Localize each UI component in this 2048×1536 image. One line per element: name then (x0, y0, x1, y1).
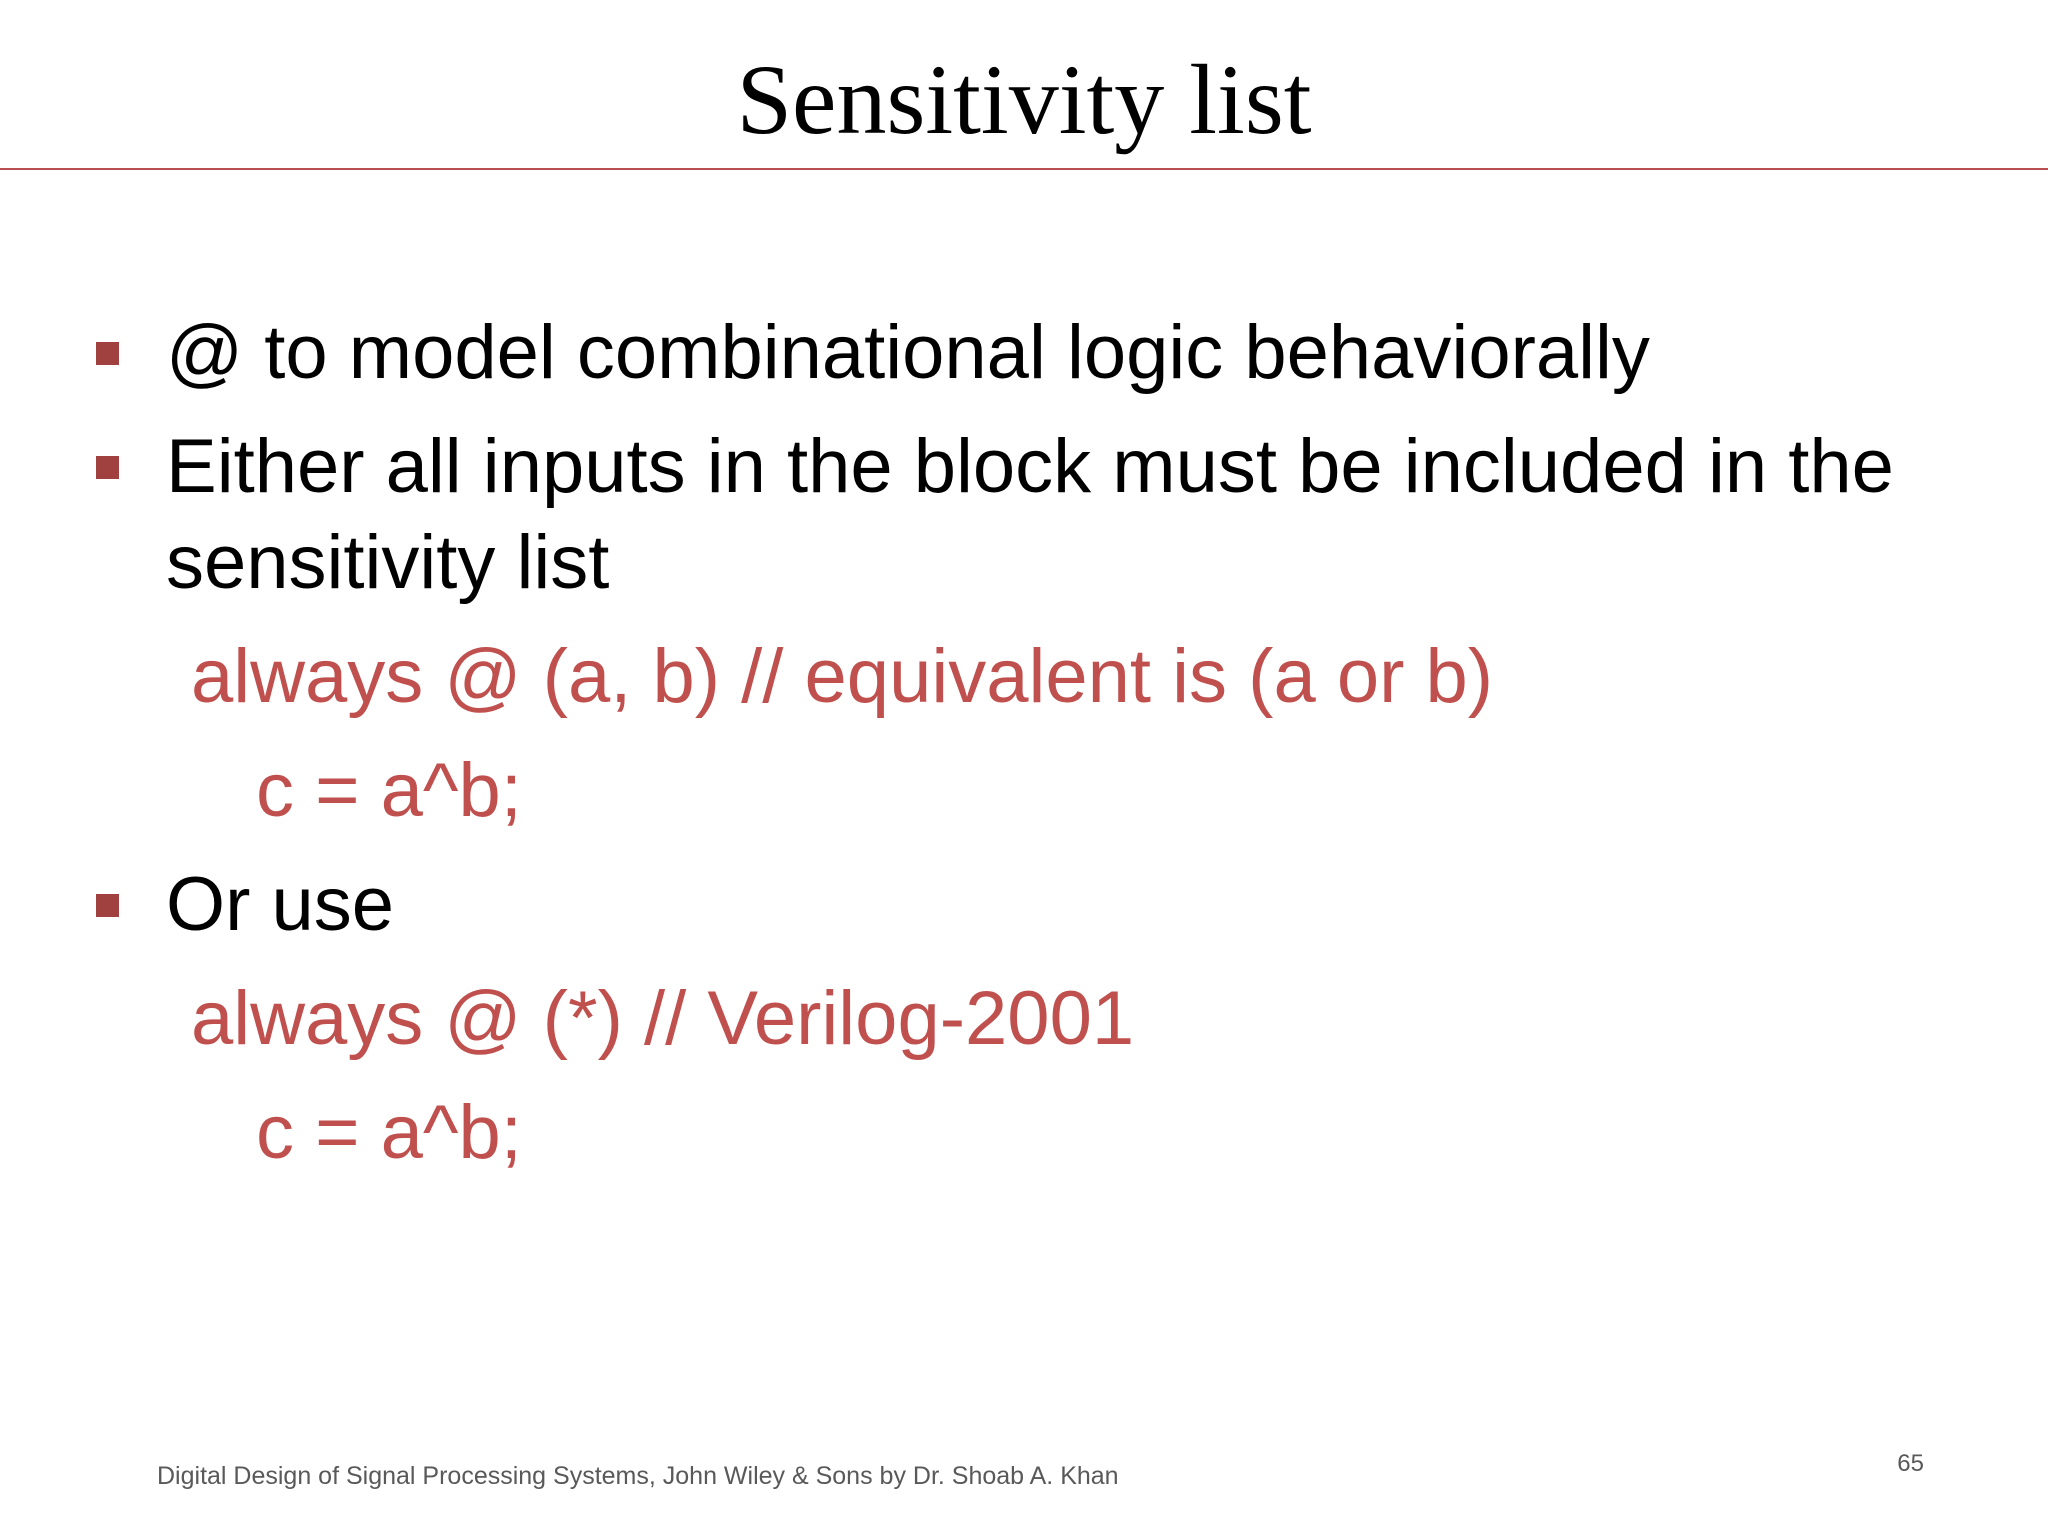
bullet-text-continuation: sensitivity list (166, 520, 610, 605)
bullet-text: Either all inputs in the block must be included in the (166, 424, 1894, 509)
slide-title: Sensitivity list (736, 44, 1312, 155)
square-bullet-icon (96, 894, 119, 917)
code-line: always @ (*) // Verilog-2001 (191, 976, 1135, 1061)
square-bullet-icon (96, 456, 119, 479)
code-line: c = a^b; (256, 748, 522, 833)
page-number: 65 (1897, 1450, 1924, 1477)
code-line: c = a^b; (256, 1090, 522, 1175)
footer-citation: Digital Design of Signal Processing Systems, John Wiley & Sons by Dr. Shoab A. Khan (157, 1462, 1119, 1490)
bullet-text: Or use (166, 862, 395, 947)
code-line: always @ (a, b) // equivalent is (a or b) (191, 634, 1494, 719)
square-bullet-icon (96, 342, 119, 365)
bullet-text: @ to model combinational logic behaviorally (166, 310, 1650, 395)
title-divider (0, 168, 2048, 170)
